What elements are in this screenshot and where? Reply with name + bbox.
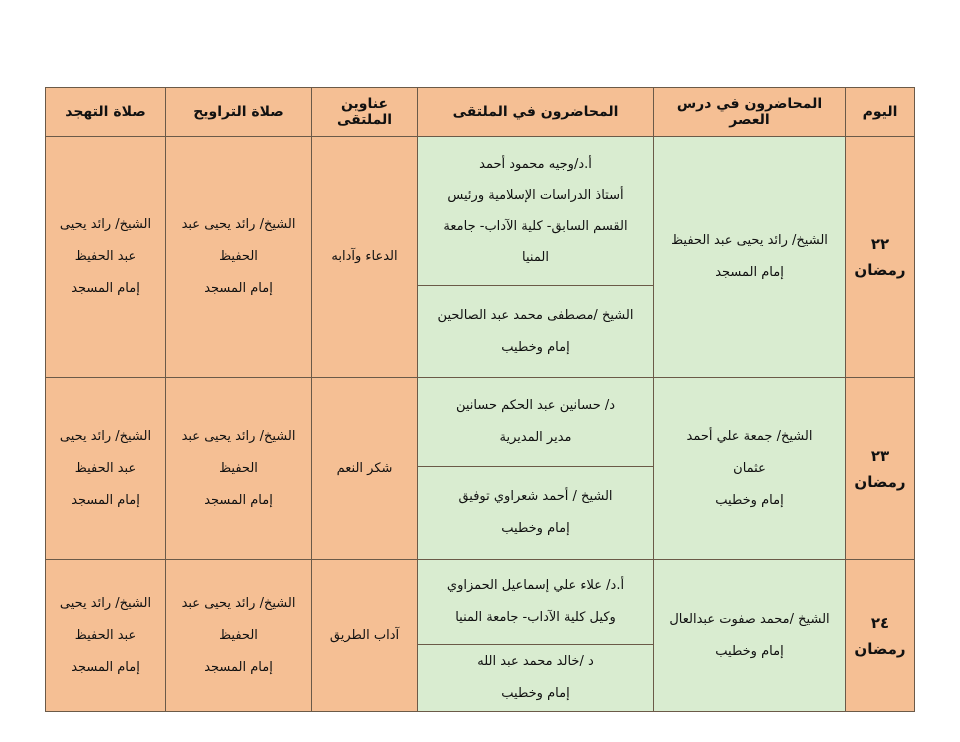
header-forum-lecturers: المحاضرون في الملتقى (418, 88, 654, 137)
tahajjud-line: عبد الحفيظ (74, 249, 137, 264)
taraweeh-cell (166, 560, 312, 712)
taraweeh-line: الشيخ/ رائد يحيى عبد (181, 428, 296, 444)
forum-lecturer-name: الشيخ /مصطفى محمد عبد الصالحين (437, 307, 634, 323)
day-number: ٢٣ (870, 446, 890, 465)
table-row (46, 137, 915, 286)
forum-lecturer-name: الشيخ / أحمد شعراوي توفيق (458, 489, 613, 504)
forum-lecturer-role: المنيا (522, 250, 549, 265)
asr-lecturer-role: إمام وخطيب (715, 643, 784, 659)
tahajjud-line: عبد الحفيظ (74, 460, 137, 476)
header-asr-lecturers: المحاضرون في درس العصر (654, 88, 846, 137)
asr-lecturer-cell (654, 137, 846, 378)
forum-lecturer-name: أ.د/وجيه محمود أحمد (479, 157, 592, 172)
taraweeh-line: إمام المسجد (204, 659, 273, 675)
header-forum-titles: عناوين الملتقى (312, 88, 418, 137)
asr-lecturer-role: إمام المسجد (715, 265, 784, 280)
forum-lecturer-cell (418, 137, 654, 286)
table-row (46, 378, 915, 467)
forum-lecturer-role: أستاذ الدراسات الإسلامية ورئيس (447, 188, 624, 203)
header-taraweeh: صلاة التراويح (166, 88, 312, 137)
table-row (46, 560, 915, 645)
ramadan-schedule-table (45, 87, 915, 712)
taraweeh-line: الحفيظ (219, 627, 258, 643)
tahajjud-cell (46, 378, 166, 560)
forum-lecturer-cell (418, 378, 654, 467)
tahajjud-line: الشيخ/ رائد يحيى (59, 595, 152, 611)
forum-lecturer-role: مدير المديرية (499, 430, 572, 445)
tahajjud-cell (46, 560, 166, 712)
day-cell (846, 560, 915, 712)
forum-title-cell: الدعاء وآدابه (312, 137, 418, 378)
forum-title-cell: شكر النعم (312, 378, 418, 560)
taraweeh-line: الحفيظ (219, 460, 258, 476)
day-number: ٢٢ (870, 235, 890, 253)
forum-lecturer-cell (418, 645, 654, 712)
forum-lecturer-role: إمام وخطيب (501, 686, 570, 701)
tahajjud-line: عبد الحفيظ (74, 627, 137, 643)
asr-lecturer-name: الشيخ/ جمعة علي أحمد (686, 428, 813, 444)
header-row (46, 88, 915, 137)
asr-lecturer-role: إمام وخطيب (715, 492, 784, 508)
taraweeh-line: إمام المسجد (204, 492, 273, 508)
taraweeh-cell (166, 137, 312, 378)
header-tahajjud: صلاة التهجد (46, 88, 166, 137)
taraweeh-line: إمام المسجد (204, 281, 273, 296)
tahajjud-line: إمام المسجد (71, 659, 140, 675)
forum-lecturer-cell (418, 286, 654, 378)
forum-lecturer-cell (418, 467, 654, 560)
asr-lecturer-name: الشيخ /محمد صفوت عبدالعال (669, 611, 830, 627)
forum-lecturer-name: د/ حسانين عبد الحكم حسانين (455, 398, 616, 413)
asr-lecturer-name: عثمان (733, 460, 766, 476)
tahajjud-line: الشيخ/ رائد يحيى (59, 428, 152, 444)
asr-lecturer-cell (654, 378, 846, 560)
tahajjud-line: إمام المسجد (71, 281, 140, 296)
day-cell (846, 137, 915, 378)
taraweeh-line: الحفيظ (219, 249, 258, 264)
taraweeh-line: الشيخ/ رائد يحيى عبد (181, 217, 296, 232)
forum-lecturer-cell (418, 560, 654, 645)
asr-lecturer-name: الشيخ/ رائد يحيى عبد الحفيظ (671, 233, 828, 248)
taraweeh-line: الشيخ/ رائد يحيى عبد (181, 595, 296, 611)
forum-lecturer-name: د /خالد محمد عبد الله (477, 654, 594, 669)
forum-lecturer-role: القسم السابق- كلية الآداب- جامعة (443, 219, 628, 234)
forum-lecturer-role: إمام وخطيب (501, 521, 570, 536)
forum-title-cell: آداب الطريق (312, 560, 418, 712)
tahajjud-cell (46, 137, 166, 378)
day-cell (846, 378, 915, 560)
day-month: رمضان (854, 472, 906, 491)
header-day: اليوم (846, 88, 915, 137)
day-month: رمضان (854, 261, 906, 279)
tahajjud-line: إمام المسجد (71, 492, 140, 508)
forum-lecturer-role: إمام وخطيب (501, 339, 570, 355)
tahajjud-line: الشيخ/ رائد يحيى (59, 217, 152, 232)
forum-lecturer-name: أ.د/ علاء علي إسماعيل الحمزاوي (446, 578, 625, 593)
day-number: ٢٤ (870, 613, 890, 632)
asr-lecturer-cell (654, 560, 846, 712)
day-month: رمضان (854, 639, 906, 658)
taraweeh-cell (166, 378, 312, 560)
forum-lecturer-role: وكيل كلية الآداب- جامعة المنيا (455, 610, 616, 625)
